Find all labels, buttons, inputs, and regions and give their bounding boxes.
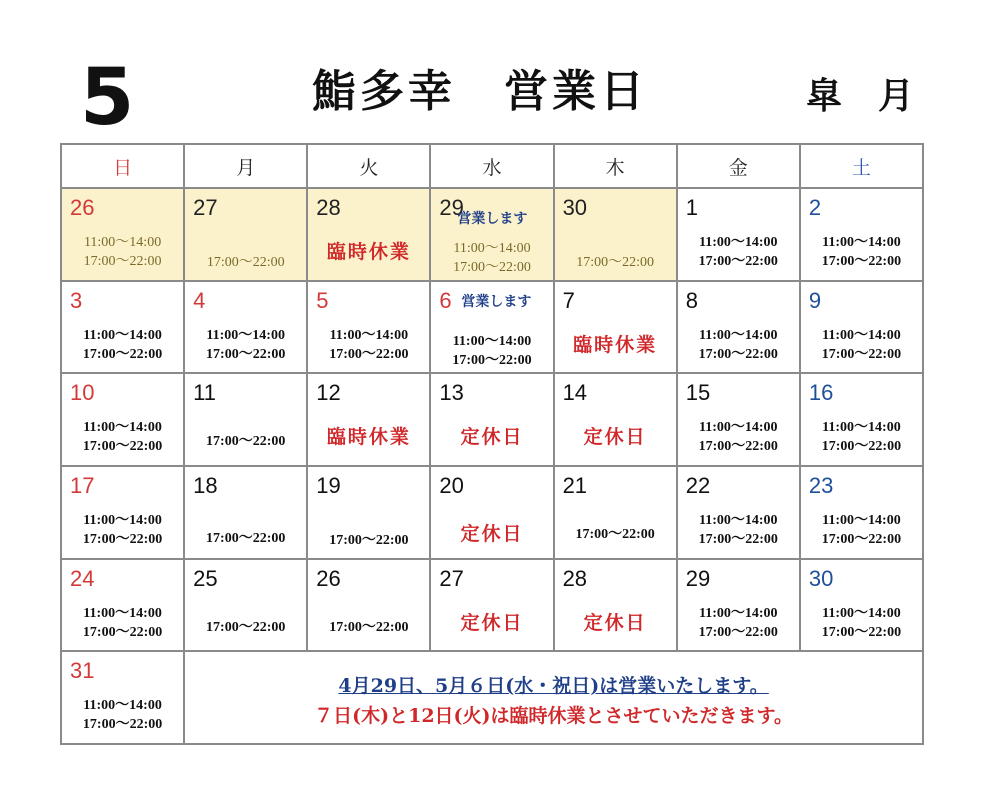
- day-cell-may-26: [308, 560, 429, 651]
- month-number: 5: [80, 53, 135, 143]
- day-cell-may-28: [555, 560, 676, 651]
- hours: [801, 233, 922, 271]
- hours: [678, 511, 799, 549]
- hours: [555, 525, 676, 544]
- hours-dinner: 17:00〜22:00: [452, 352, 532, 368]
- hours-dinner: 17:00〜22:00: [821, 531, 902, 547]
- day-cell-may-25: [185, 560, 306, 651]
- hours-lunch: 11:00〜14:00: [206, 327, 285, 343]
- open-note: 営業します: [457, 211, 528, 227]
- day-number: 1: [685, 195, 698, 220]
- hours-lunch: 11:00〜14:00: [83, 420, 162, 436]
- hours-lunch: 11:00〜14:00: [822, 327, 901, 343]
- day-number: 10: [70, 380, 95, 406]
- temporary-closed-label: 臨時休業: [573, 333, 658, 356]
- day-cell-may-10: [62, 374, 183, 465]
- day-number: 24: [70, 565, 95, 591]
- day-number: 20: [439, 472, 464, 498]
- hours-dinner: 17:00〜22:00: [82, 439, 163, 455]
- hours-lunch: 11:00〜14:00: [698, 235, 778, 250]
- day-cell-apr-30: [555, 189, 676, 280]
- hours-lunch: 11:00〜14:00: [83, 605, 162, 621]
- day-number: 8: [685, 287, 698, 313]
- day-cell-may-9: [801, 282, 922, 373]
- hours: [308, 326, 429, 364]
- hours-dinner: 17:00〜22:00: [206, 346, 286, 362]
- calendar-grid: [60, 143, 924, 745]
- day-cell-may-12: [308, 374, 429, 465]
- hours-dinner: 17:00〜22:00: [82, 717, 163, 733]
- day-cell-may-2: [801, 189, 922, 280]
- day-number: 15: [685, 380, 711, 406]
- day-number: 26: [316, 565, 341, 591]
- temporary-closed-label: 臨時休業: [326, 426, 411, 449]
- weekday-header-thu: 木: [555, 145, 676, 187]
- day-cell-may-1: [678, 189, 799, 280]
- day-cell-may-3: [62, 282, 183, 373]
- hours: [431, 332, 552, 370]
- day-cell-may-5: [308, 282, 429, 373]
- day-number: 26: [70, 195, 95, 220]
- open-note: 営業します: [461, 293, 532, 310]
- hours: [185, 529, 306, 548]
- hours: [678, 233, 799, 271]
- hours-dinner: 17:00〜22:00: [329, 619, 409, 635]
- day-number: 16: [808, 380, 834, 406]
- weekday-header-sat: 土: [801, 145, 922, 187]
- day-number: 27: [439, 565, 464, 591]
- hours-lunch: 11:00〜14:00: [452, 333, 532, 349]
- day-cell-may-8: [678, 282, 799, 373]
- hours-dinner: 17:00〜22:00: [821, 624, 902, 640]
- day-cell-may-27: [431, 560, 552, 651]
- hours-dinner: 17:00〜22:00: [453, 260, 531, 275]
- hours: [62, 696, 183, 734]
- day-cell-may-30: [801, 560, 922, 651]
- notice-box: [185, 652, 922, 743]
- day-cell-may-18: [185, 467, 306, 558]
- hours: [185, 253, 306, 272]
- hours-dinner: 17:00〜22:00: [206, 434, 286, 450]
- day-number: 13: [439, 380, 464, 406]
- day-number: 21: [562, 472, 588, 498]
- weekday-header-fri: 金: [678, 145, 799, 187]
- hours-lunch: 11:00〜14:00: [822, 420, 901, 436]
- day-cell-may-29: [678, 560, 799, 651]
- weekday-header-sun: 日: [62, 145, 183, 187]
- hours: [801, 418, 922, 456]
- day-cell-may-31: [62, 652, 183, 743]
- day-number: 11: [193, 380, 216, 406]
- hours: [185, 326, 306, 364]
- hours: [678, 604, 799, 642]
- day-number: 29: [685, 565, 711, 591]
- day-number: 28: [316, 195, 341, 220]
- hours-lunch: 11:00〜14:00: [83, 235, 162, 250]
- hours-dinner: 17:00〜22:00: [821, 346, 902, 362]
- hours-lunch: 11:00〜14:00: [822, 512, 901, 528]
- hours: [801, 511, 922, 549]
- day-number: 5: [316, 287, 329, 313]
- day-number: 17: [70, 472, 95, 498]
- hours-dinner: 17:00〜22:00: [698, 346, 778, 362]
- day-number: 7: [562, 287, 575, 313]
- hours: [801, 326, 922, 364]
- hours: [431, 239, 552, 277]
- day-cell-apr-29: [431, 189, 552, 280]
- regular-closed-label: 定休日: [460, 426, 524, 449]
- day-number: 29: [439, 195, 464, 220]
- day-number: 19: [316, 472, 341, 498]
- hours-lunch: 11:00〜14:00: [83, 327, 162, 343]
- hours: [62, 604, 183, 642]
- day-cell-may-13: [431, 374, 552, 465]
- hours: [62, 511, 183, 549]
- hours-lunch: 11:00〜14:00: [453, 241, 531, 256]
- day-number: 2: [808, 195, 822, 220]
- hours-dinner: 17:00〜22:00: [821, 439, 902, 455]
- regular-closed-label: 定休日: [583, 426, 647, 449]
- weekday-header-tue: 火: [308, 145, 429, 187]
- hours-lunch: 11:00〜14:00: [83, 512, 162, 528]
- hours-dinner: 17:00〜22:00: [698, 439, 778, 455]
- hours-dinner: 17:00〜22:00: [83, 254, 162, 269]
- hours-lunch: 11:00〜14:00: [698, 420, 778, 436]
- day-cell-may-21: [555, 467, 676, 558]
- hours-lunch: 11:00〜14:00: [822, 235, 901, 250]
- regular-closed-label: 定休日: [460, 611, 524, 634]
- hours-dinner: 17:00〜22:00: [206, 619, 286, 635]
- day-number: 30: [808, 565, 834, 591]
- hours-dinner: 17:00〜22:00: [82, 531, 163, 547]
- day-cell-may-19: [308, 467, 429, 558]
- hours: [62, 326, 183, 364]
- day-cell-may-22: [678, 467, 799, 558]
- day-number: 9: [808, 287, 822, 313]
- weekday-header-wed: 水: [431, 145, 552, 187]
- hours-dinner: 17:00〜22:00: [329, 532, 409, 548]
- weekday-header-mon: 月: [185, 145, 306, 187]
- hours: [185, 618, 306, 637]
- hours: [555, 253, 676, 272]
- hours-dinner: 17:00〜22:00: [698, 531, 778, 547]
- hours-lunch: 11:00〜14:00: [698, 605, 778, 621]
- day-cell-apr-27: [185, 189, 306, 280]
- hours-lunch: 11:00〜14:00: [822, 605, 901, 621]
- day-number: 14: [562, 380, 588, 406]
- day-cell-may-15: [678, 374, 799, 465]
- hours-lunch: 11:00〜14:00: [698, 512, 778, 528]
- day-number: 18: [193, 472, 218, 498]
- day-number: 30: [562, 195, 588, 220]
- day-number: 4: [193, 287, 206, 313]
- day-number: 6: [439, 287, 452, 313]
- day-number: 25: [193, 565, 218, 591]
- temporary-closed-label: 臨時休業: [326, 241, 411, 263]
- day-cell-may-4: [185, 282, 306, 373]
- hours-dinner: 17:00〜22:00: [329, 346, 409, 362]
- day-cell-may-6: [431, 282, 552, 373]
- day-cell-may-20: [431, 467, 552, 558]
- day-number: 12: [316, 380, 341, 406]
- day-cell-may-24: [62, 560, 183, 651]
- day-number: 28: [562, 565, 588, 591]
- hours: [62, 233, 183, 271]
- month-name: 皐 月: [806, 75, 915, 117]
- notice-open-days: 4月29日、5月６日(水・祝日)は営業いたします。: [338, 675, 769, 698]
- hours: [678, 418, 799, 456]
- hours: [308, 618, 429, 637]
- hours-lunch: 11:00〜14:00: [698, 327, 778, 343]
- day-number: 23: [808, 472, 834, 498]
- day-cell-may-11: [185, 374, 306, 465]
- hours-dinner: 17:00〜22:00: [82, 624, 163, 640]
- day-cell-may-23: [801, 467, 922, 558]
- day-cell-may-7: [555, 282, 676, 373]
- hours-dinner: 17:00〜22:00: [206, 530, 286, 546]
- hours: [62, 418, 183, 456]
- hours: [678, 326, 799, 364]
- hours-dinner: 17:00〜22:00: [575, 526, 655, 542]
- hours: [185, 432, 306, 451]
- hours-lunch: 11:00〜14:00: [329, 327, 409, 343]
- day-cell-apr-26: [62, 189, 183, 280]
- regular-closed-label: 定休日: [460, 522, 524, 545]
- notice-closed-days: ７日(木)と12日(火)は臨時休業とさせていただきます。: [314, 705, 794, 728]
- hours: [801, 604, 922, 642]
- day-cell-may-17: [62, 467, 183, 558]
- hours-lunch: 11:00〜14:00: [83, 698, 162, 714]
- hours-dinner: 17:00〜22:00: [206, 255, 285, 270]
- day-number: 31: [70, 658, 95, 684]
- hours-dinner: 17:00〜22:00: [698, 624, 778, 640]
- hours-dinner: 17:00〜22:00: [576, 255, 655, 270]
- day-number: 27: [193, 195, 218, 220]
- day-cell-may-14: [555, 374, 676, 465]
- day-number: 22: [685, 472, 711, 498]
- hours-dinner: 17:00〜22:00: [821, 254, 902, 269]
- day-cell-apr-28: [308, 189, 429, 280]
- hours-dinner: 17:00〜22:00: [82, 346, 163, 362]
- page-title: 鮨多幸 営業日: [312, 66, 648, 117]
- hours: [308, 531, 429, 550]
- regular-closed-label: 定休日: [583, 611, 647, 634]
- day-number: 3: [70, 287, 83, 313]
- day-cell-may-16: [801, 374, 922, 465]
- hours-dinner: 17:00〜22:00: [698, 254, 778, 269]
